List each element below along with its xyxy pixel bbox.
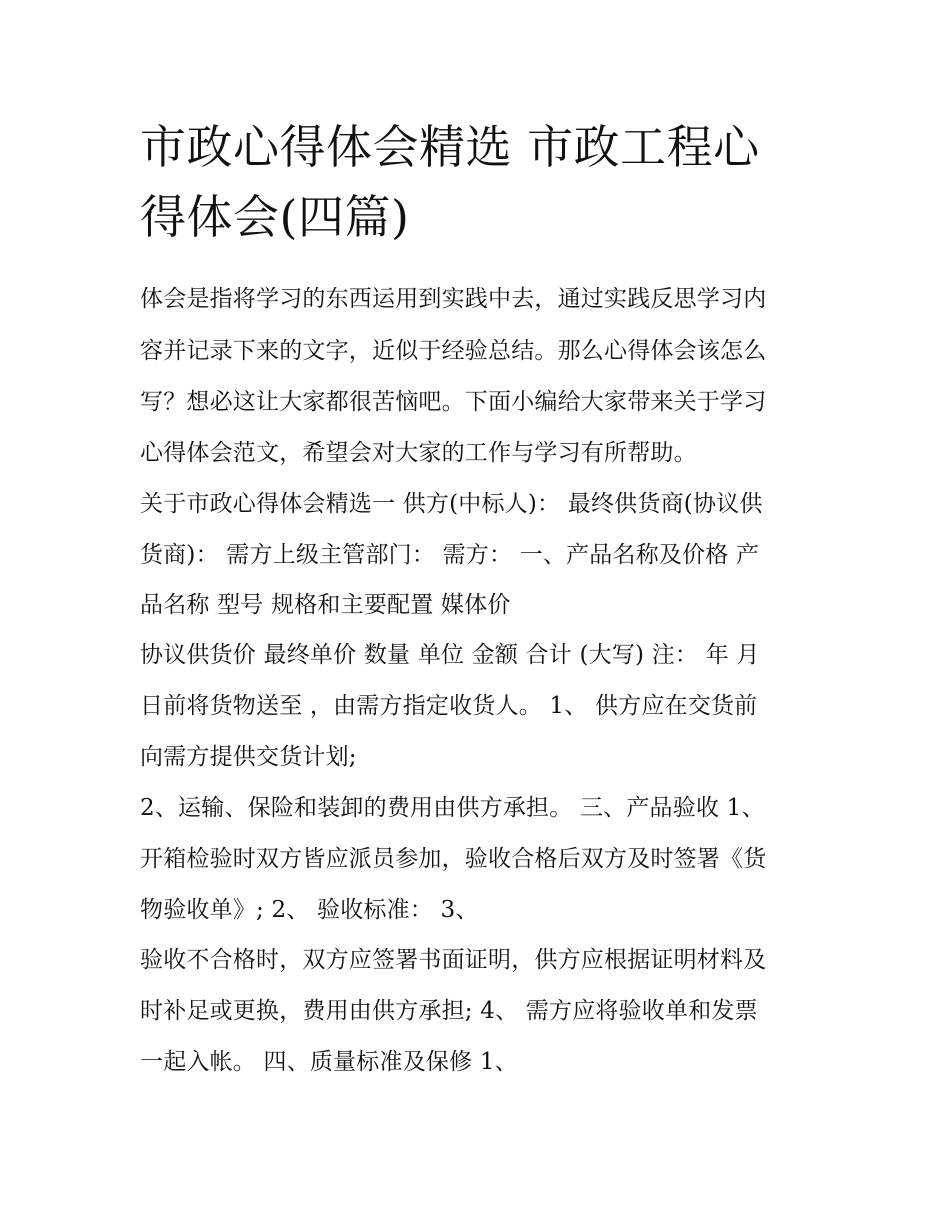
body-line: 品名称 型号 规格和主要配置 媒体价 <box>140 592 511 618</box>
body-line: 时补足或更换，费用由供方承担; 4、 需方应将验收单和发票 <box>140 998 758 1024</box>
body-line: 协议供货价 最终单价 数量 单位 金额 合计 (大写) 注： 年 月 <box>140 642 760 668</box>
body-line: 2、运输、保险和装卸的费用由供方承担。 三、产品验收 1、 <box>140 795 765 821</box>
body-line: 货商)： 需方上级主管部门： 需方： 一、产品名称及价格 产 <box>140 542 760 568</box>
body-line: 关于市政心得体会精选一 供方(中标人)： 最终供货商(协议供 <box>140 491 763 517</box>
title-line-2: 得体会(四篇) <box>140 190 410 244</box>
body-line: 开箱检验时双方皆应派员参加，验收合格后双方及时签署《货 <box>140 846 767 872</box>
body-line: 一起入帐。 四、质量标准及保修 1、 <box>140 1049 518 1075</box>
body-line: 体会是指将学习的东西运用到实践中去，通过实践反思学习内 <box>140 286 767 312</box>
body-line: 写？想必这让大家都很苦恼吧。下面小编给大家带来关于学习 <box>140 389 767 415</box>
document-title <box>140 112 830 252</box>
body-line: 日前将货物送至 ，由需方指定收货人。 1、 供方应在交货前 <box>140 693 758 719</box>
body-line: 容并记录下来的文字，近似于经验总结。那么心得体会该怎么 <box>140 338 767 364</box>
body-line: 心得体会范文，希望会对大家的工作与学习有所帮助。 <box>140 440 697 466</box>
body-line: 物验收单》; 2、 验收标准： 3、 <box>140 897 479 923</box>
body-line: 验收不合格时，双方应签署书面证明，供方应根据证明材料及 <box>140 947 767 973</box>
title-line-1: 市政心得体会精选 市政工程心 <box>140 120 760 174</box>
body-line: 向需方提供交货计划; <box>140 744 357 770</box>
